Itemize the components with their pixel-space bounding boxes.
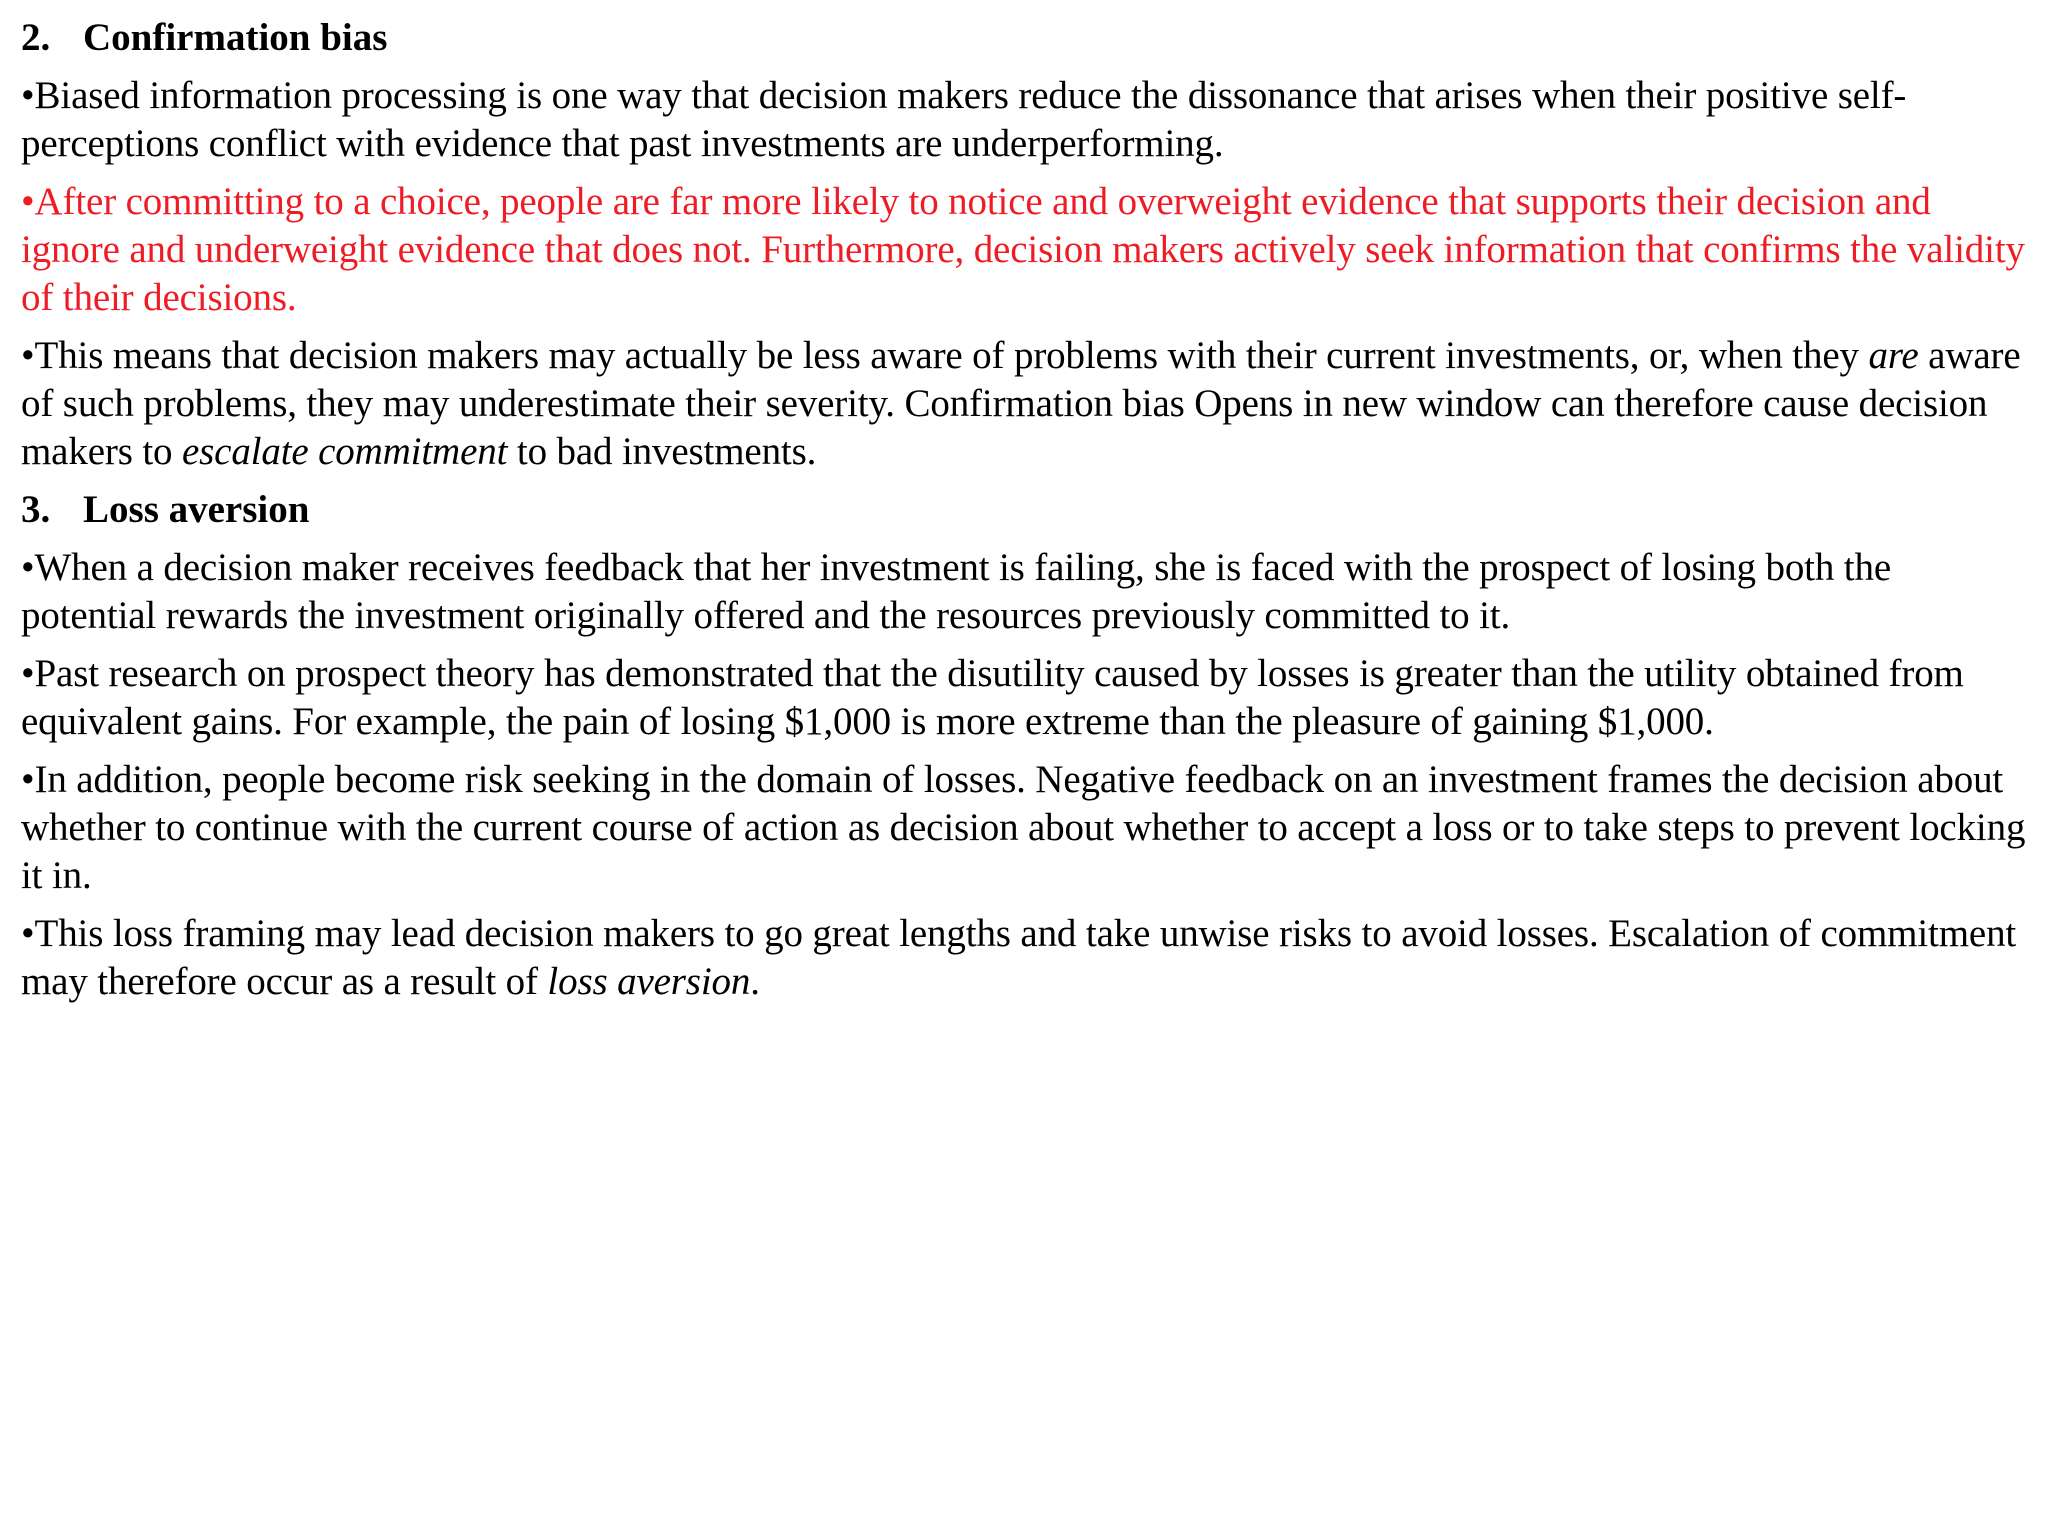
emphasis-text: escalate commitment xyxy=(181,430,508,473)
bullet-icon: • xyxy=(21,652,35,695)
paragraph-text: Biased information processing is one way that decision makers reduce the dissonance that arises when their positive self-perceptions conflict with evidence that past investments are underperforming. xyxy=(21,74,1907,165)
section-number: 3. xyxy=(21,488,51,531)
bullet-paragraph xyxy=(21,72,2031,168)
document-body xyxy=(21,14,2031,1016)
section-number: 2. xyxy=(21,16,51,59)
bullet-paragraph xyxy=(21,756,2031,900)
bullet-icon: • xyxy=(21,334,35,377)
highlighted-bullet-paragraph xyxy=(21,178,2031,322)
bullet-icon: • xyxy=(21,758,35,801)
bullet-paragraph xyxy=(21,650,2031,746)
bullet-icon: • xyxy=(21,912,35,955)
bullet-icon: • xyxy=(21,74,35,117)
paragraph-text: This means that decision makers may actually be less aware of problems with their current investments, or, when they xyxy=(34,334,1869,377)
bullet-paragraph xyxy=(21,544,2031,640)
section-heading-loss-aversion xyxy=(21,486,2031,534)
bullet-paragraph xyxy=(21,332,2031,476)
paragraph-text: After committing to a choice, people are far more likely to notice and overweight evidence that supports their decision and ignore and underweight evidence that does not. Furthermore, decision makers actively seek information that confirms the validity of their decisions. xyxy=(21,180,2025,319)
paragraph-text: In addition, people become risk seeking in the domain of losses. Negative feedback on an investment frames the decision about whether to continue with the current course of action as decision about whether to accept a loss or to take steps to prevent locking it in. xyxy=(21,758,2026,897)
paragraph-text: . xyxy=(750,960,760,1003)
paragraph-text: This loss framing may lead decision makers to go great lengths and take unwise risks to avoid losses. Escalation of commitment may therefore occur as a result of xyxy=(21,912,2017,1003)
bullet-icon: • xyxy=(21,180,35,223)
paragraph-text: aware of such problems, they may underestimate their severity. Confirmation bias Opens in new window can therefore cause decision makers to xyxy=(21,334,2021,473)
section-heading-confirmation-bias xyxy=(21,14,2031,62)
section-title: Loss aversion xyxy=(83,488,310,531)
paragraph-text: Past research on prospect theory has demonstrated that the disutility caused by losses is greater than the utility obtained from equivalent gains. For example, the pain of losing $1,000 is more extreme than the pleasure of gaining $1,000. xyxy=(21,652,1964,743)
bullet-paragraph xyxy=(21,910,2031,1006)
section-title: Confirmation bias xyxy=(83,16,388,59)
paragraph-text: to bad investments. xyxy=(507,430,817,473)
emphasis-text: are xyxy=(1868,334,1919,377)
bullet-icon: • xyxy=(21,546,35,589)
paragraph-text: When a decision maker receives feedback that her investment is failing, she is faced with the prospect of losing both the potential rewards the investment originally offered and the resources previously committed to it. xyxy=(21,546,1891,637)
emphasis-text: loss aversion xyxy=(547,960,751,1003)
